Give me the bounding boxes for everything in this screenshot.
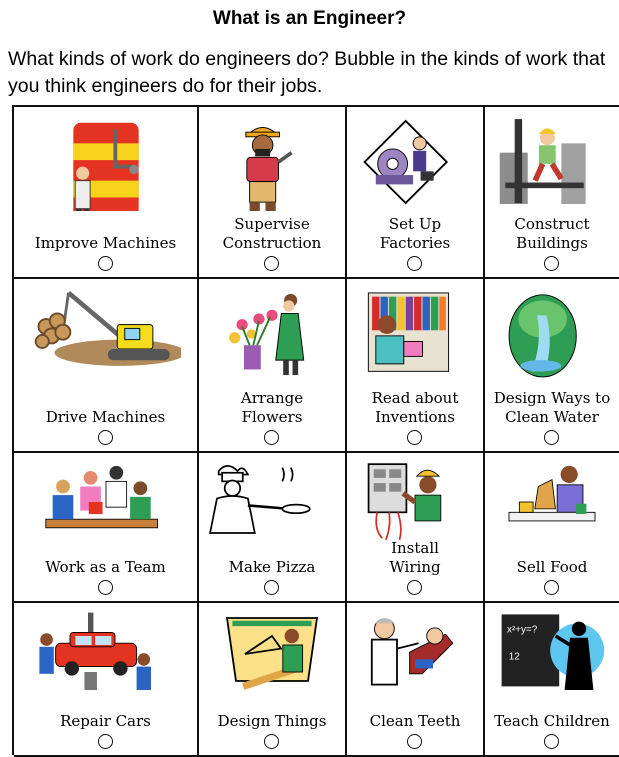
instructions-text: What kinds of work do engineers do? Bubble in the kinds of work that you think engineers do for their jobs.	[8, 48, 606, 97]
chalkboard-number: 12	[508, 651, 520, 663]
activity-cell	[347, 107, 485, 279]
improve-machines-clipart	[50, 113, 162, 211]
activity-label: Design Ways to Clean Water	[493, 389, 611, 426]
activity-label: Sell Food	[516, 558, 588, 576]
activity-label: Supervise Construction	[222, 215, 322, 252]
activity-cell	[199, 107, 347, 279]
answer-bubble[interactable]	[98, 734, 113, 749]
activity-cell	[347, 603, 485, 757]
activity-cell	[199, 603, 347, 757]
answer-bubble[interactable]	[98, 256, 113, 271]
activity-cell	[485, 107, 619, 279]
activity-cell	[199, 453, 347, 603]
team-meeting-clipart	[31, 459, 181, 545]
activity-cell	[485, 603, 619, 757]
car-repair-clipart	[31, 609, 181, 699]
pizza-chef-clipart	[197, 459, 347, 545]
activity-cell	[347, 453, 485, 603]
answer-bubble[interactable]	[264, 580, 279, 595]
activity-label: Make Pizza	[228, 558, 316, 576]
excavator-clipart	[31, 285, 181, 383]
activity-label: Clean Teeth	[369, 712, 461, 730]
activity-label: Improve Machines	[34, 234, 177, 252]
answer-bubble[interactable]	[544, 580, 559, 595]
activity-cell	[14, 603, 199, 757]
food-seller-clipart	[496, 459, 608, 545]
activity-cell	[14, 107, 199, 279]
electrician-clipart	[359, 459, 471, 545]
bookshelf-reader-clipart	[359, 285, 471, 383]
activity-cell	[199, 279, 347, 453]
teacher-clipart	[496, 609, 608, 699]
activity-label: Arrange Flowers	[240, 389, 304, 426]
chalkboard-equation: x²+y=?	[507, 624, 538, 636]
answer-bubble[interactable]	[98, 430, 113, 445]
activity-label: Teach Children	[494, 712, 610, 730]
activity-cell	[14, 453, 199, 603]
activity-cell	[347, 279, 485, 453]
answer-bubble[interactable]	[264, 430, 279, 445]
answer-bubble[interactable]	[407, 734, 422, 749]
construction-worker-clipart	[216, 113, 328, 211]
answer-bubble[interactable]	[407, 430, 422, 445]
activity-cell	[485, 279, 619, 453]
activity-label: Work as a Team	[45, 558, 166, 576]
activity-label: Set Up Factories	[379, 215, 451, 252]
activity-label: Read about Inventions	[371, 389, 459, 426]
activity-cell	[485, 453, 619, 603]
answer-bubble[interactable]	[264, 734, 279, 749]
answer-bubble[interactable]	[264, 256, 279, 271]
answer-bubble[interactable]	[98, 580, 113, 595]
activity-grid	[12, 105, 619, 755]
answer-bubble[interactable]	[407, 580, 422, 595]
answer-bubble[interactable]	[544, 734, 559, 749]
waterfall-clipart	[496, 285, 608, 383]
drafting-clipart	[216, 609, 328, 699]
activity-label: Repair Cars	[60, 712, 151, 730]
factory-gear-clipart	[359, 113, 471, 211]
flower-arranging-clipart	[216, 285, 328, 383]
dentist-clipart	[359, 609, 471, 699]
activity-cell	[14, 279, 199, 453]
answer-bubble[interactable]	[407, 256, 422, 271]
activity-label: Drive Machines	[45, 408, 166, 426]
activity-label: Install Wiring	[389, 539, 441, 576]
activity-label: Construct Buildings	[514, 215, 590, 252]
activity-label: Design Things	[217, 712, 327, 730]
answer-bubble[interactable]	[544, 256, 559, 271]
building-worker-clipart	[496, 113, 608, 211]
page-title: What is an Engineer?	[212, 8, 407, 29]
answer-bubble[interactable]	[544, 430, 559, 445]
